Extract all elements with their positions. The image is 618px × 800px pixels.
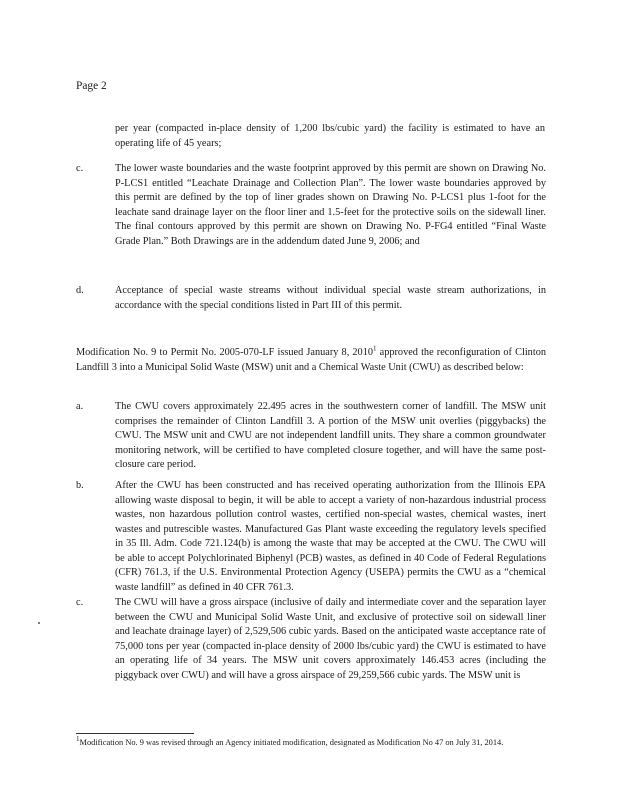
footnote-text: Modification No. 9 was revised through an Agency initiated modification, designated as Modification No 47 on July 31, 2014. (79, 738, 504, 747)
continuation-paragraph: per year (compacted in-place density of 1,200 lbs/cubic yard) the facility is estimated to have an operating life of 45 years; (115, 123, 545, 149)
list-item-label: a. (76, 401, 84, 412)
list-item-text: The CWU covers approximately 22.495 acres in the southwestern corner of landfill. The MSW unit comprises the remainder of Clinton Landfill 3. A portion of the MSW unit overlies (piggybacks) the CWU. The MSW unit and CWU are not independent landfill units. They share a common groundwater monitoring network, will be certified to have completed closure together, and will have the same post-closure care period. (115, 401, 546, 470)
modification-text-after: approved the reconfiguration of Clinton Landfill 3 into a Municipal Solid Waste (MSW) unit and a Chemical Waste Unit (CWU) as described below: (76, 347, 546, 373)
modification-paragraph (76, 346, 546, 375)
page-number: Page 2 (76, 80, 107, 92)
list-item-label: c. (76, 597, 84, 608)
list-item-text: The lower waste boundaries and the waste footprint approved by this permit are shown on Drawing No. P-LCS1 entitled “Leachate Drainage and Collection Plan”. The lower waste boundaries approved by this permit are defined by the top of liner grades shown on Drawing No. P-LCS1 plus 1-foot for the leachate sand drainage layer on the floor liner and 1.5-feet for the protective soils on the sidewall liner. The final contours approved by this permit are shown on Drawing No. P-FG4 entitled “Final Waste Grade Plan.” Both Drawings are in the addendum dated June 9, 2006; and (115, 163, 546, 247)
list-item-text: The CWU will have a gross airspace (inclusive of daily and intermediate cover and the separation layer between the CWU and Municipal Solid Waste Unit, and exclusive of protective soil on sidewall liner and leachate drainage layer) of 2,529,506 cubic yards. Based on the anticipated waste acceptance rate of 75,000 tons per year (compacted in-place density of 2000 lbs/cubic yard) the CWU is estimated to have an operating life of 34 years. The MSW unit covers approximately 146.453 acres (including the piggyback over CWU) and will have a gross airspace of 29,259,566 cubic yards. The MSW unit is (115, 597, 546, 681)
footnote-reference[interactable]: 1 (373, 344, 377, 353)
footnote-separator (76, 733, 194, 734)
list-item-text: Acceptance of special waste streams without individual special waste stream authorizations, in accordance with the special conditions listed in Part III of this permit. (115, 285, 546, 311)
modification-text-before: Modification No. 9 to Permit No. 2005-070-LF issued January 8, 2010 (76, 347, 373, 358)
list-item-label: c. (76, 163, 84, 174)
list-item-text: After the CWU has been constructed and has received operating authorization from the Illinois EPA allowing waste disposal to begin, it will be able to accept a variety of non-hazardous industrial process wastes, non hazardous pollution control wastes, certified non-special wastes, chemical wastes, inert wastes and putrescible wastes. Manufactured Gas Plant waste exceeding the regulatory levels specified in 35 Ill. Adm. Code 721.124(b) is among the waste that may be accepted at the CWU. The CWU will be able to accept Polychlorinated Biphenyl (PCB) wastes, as defined in 40 Code of Federal Regulations (CFR) 761.3, if the U.S. Environmental Protection Agency (USEPA) permits the CWU as a “chemical waste landfill” as defined in 40 CFR 761.3. (115, 480, 546, 593)
scan-speck (38, 622, 40, 624)
footnote (76, 737, 546, 748)
list-item-label: d. (76, 285, 84, 296)
footnote-marker: 1 (76, 735, 80, 744)
list-item-label: b. (76, 480, 84, 491)
